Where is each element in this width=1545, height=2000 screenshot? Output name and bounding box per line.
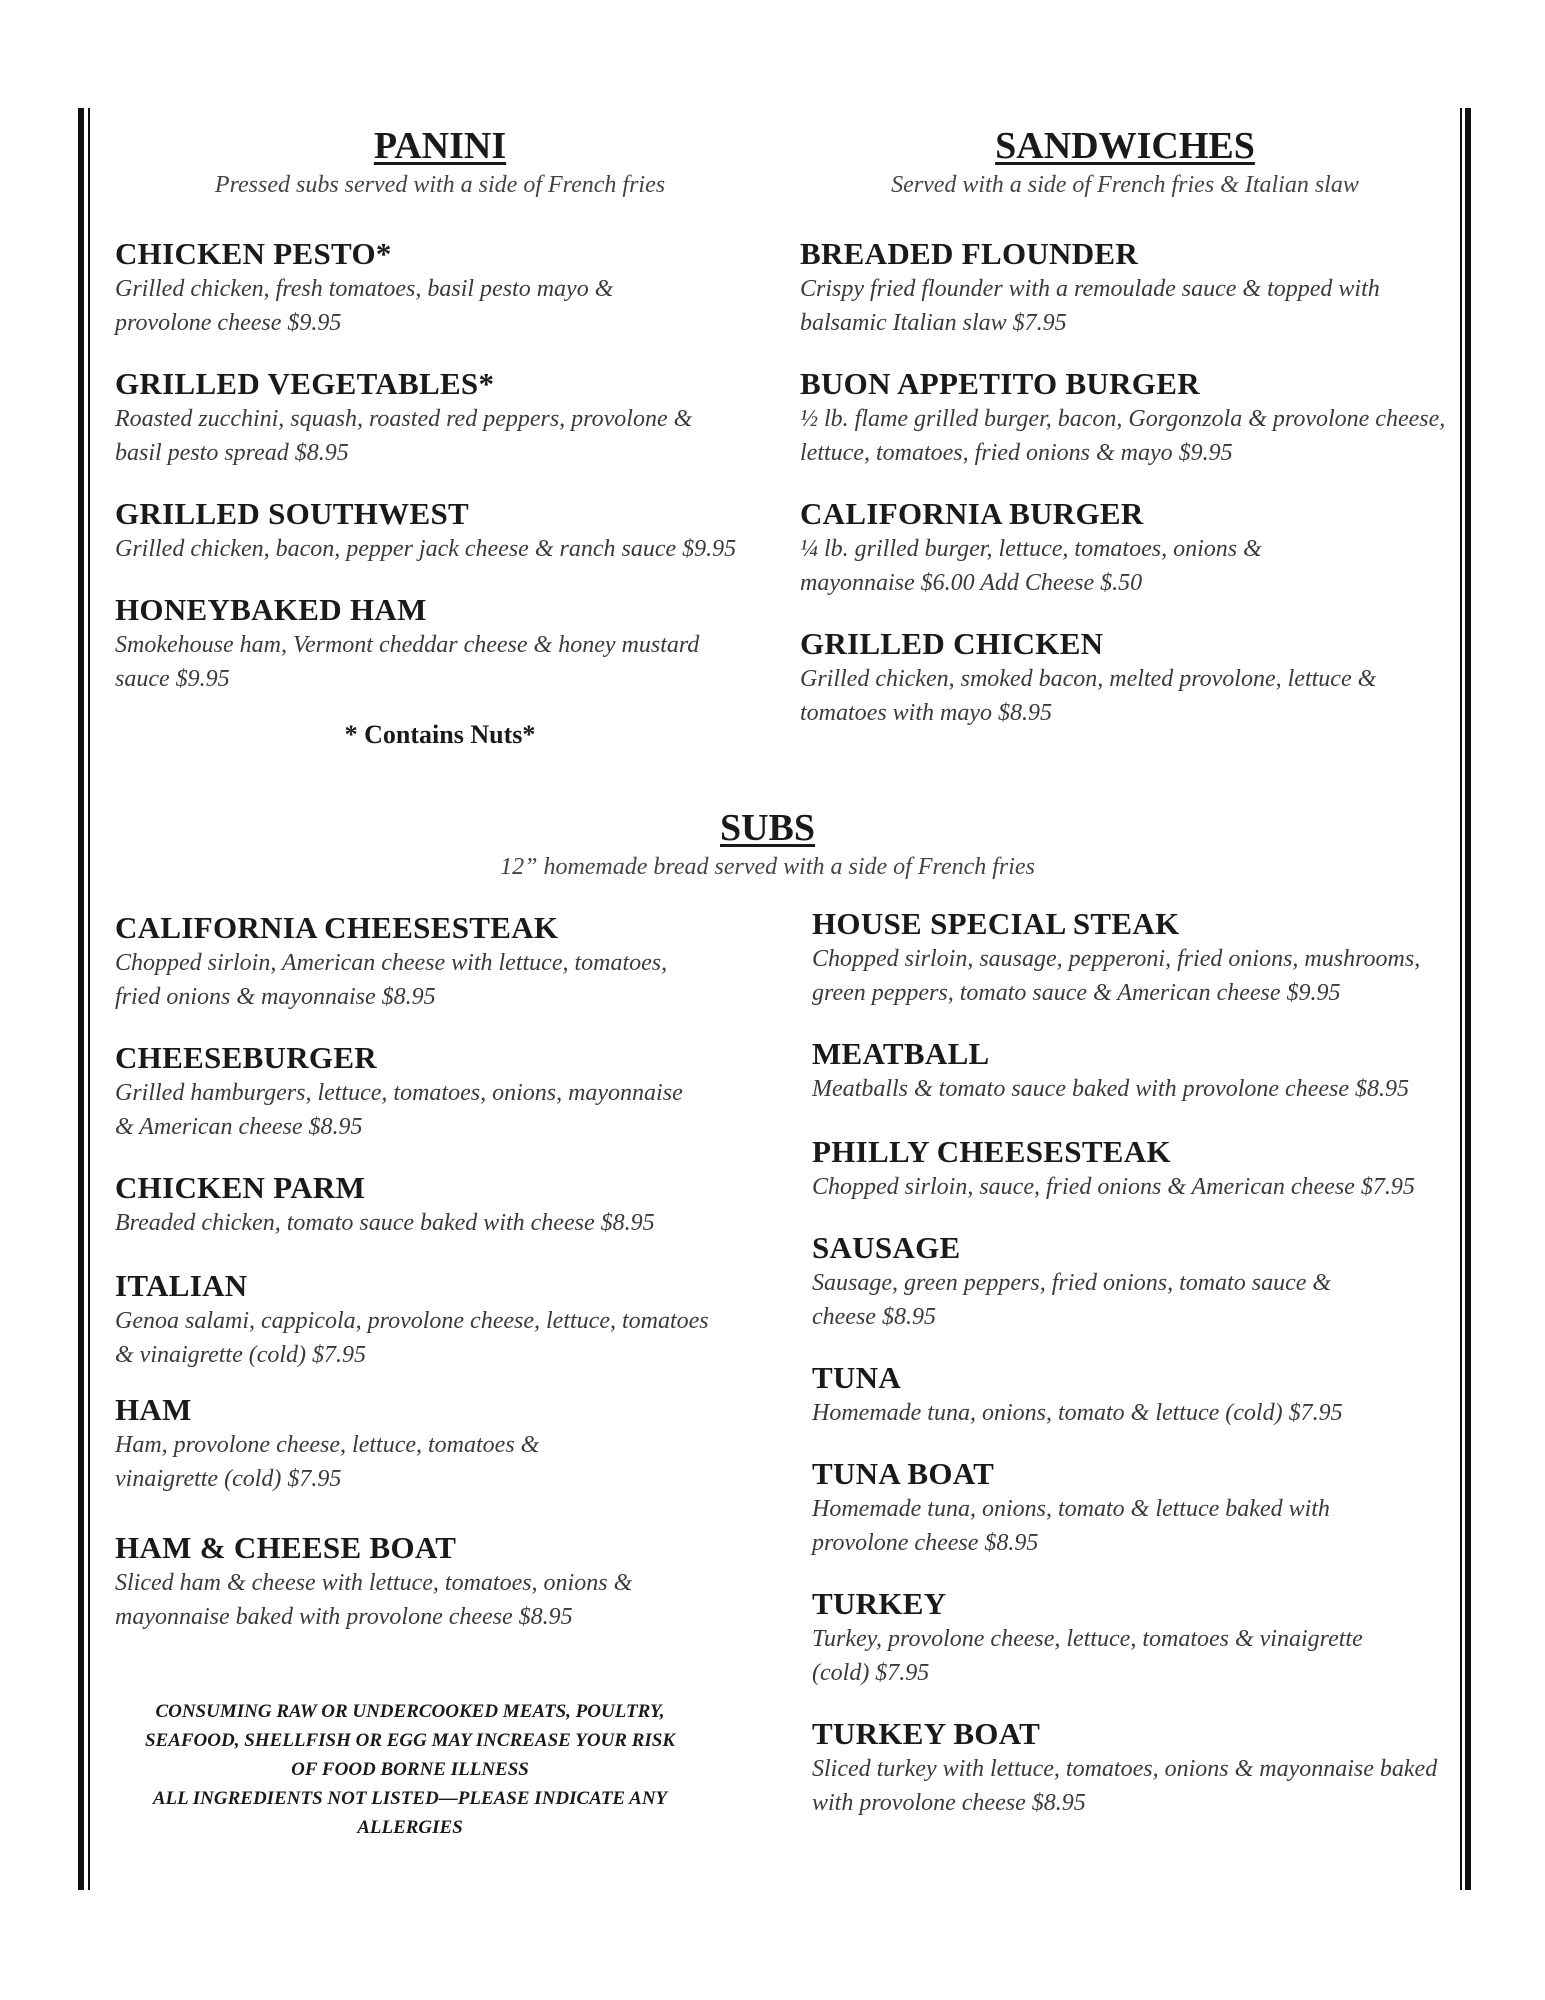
item-description: Breaded chicken, tomato sauce baked with cheese $8.95 bbox=[115, 1210, 655, 1236]
item-description: Meatballs & tomato sauce baked with provolone cheese $8.95 bbox=[812, 1076, 1409, 1102]
sandwiches-subtitle: Served with a side of French fries & Italian slaw bbox=[891, 172, 1359, 198]
menu-item bbox=[812, 1360, 1452, 1430]
item-description: Sausage, green peppers, fried onions, tomato sauce & cheese $8.95 bbox=[812, 1270, 1332, 1330]
item-name: CHEESEBURGER bbox=[115, 1040, 377, 1075]
item-description: ½ lb. flame grilled burger, bacon, Gorgonzola & provolone cheese, lettuce, tomatoes, fried onions & mayo $9.95 bbox=[800, 406, 1446, 466]
menu-item bbox=[812, 1230, 1452, 1334]
item-name: GRILLED VEGETABLES* bbox=[115, 366, 495, 401]
left-border-thin bbox=[88, 108, 90, 1890]
subs-title: SUBS bbox=[719, 807, 816, 849]
menu-item bbox=[115, 910, 765, 1014]
menu-item bbox=[115, 496, 765, 566]
menu-item bbox=[115, 1392, 765, 1496]
item-name: CALIFORNIA BURGER bbox=[800, 496, 1144, 531]
item-name: HAM & CHEESE BOAT bbox=[115, 1530, 457, 1565]
item-description: Homemade tuna, onions, tomato & lettuce baked with provolone cheese $8.95 bbox=[812, 1496, 1330, 1556]
menu-item bbox=[800, 626, 1450, 730]
warning-line: CONSUMING RAW OR UNDERCOOKED MEATS, POULTRY, bbox=[155, 1701, 665, 1722]
item-description: Ham, provolone cheese, lettuce, tomatoes & vinaigrette (cold) $7.95 bbox=[115, 1432, 540, 1492]
item-description: Chopped sirloin, American cheese with lettuce, tomatoes, fried onions & mayonnaise $8.95 bbox=[115, 950, 668, 1010]
item-name: GRILLED SOUTHWEST bbox=[115, 496, 469, 531]
item-description: Genoa salami, cappicola, provolone cheese, lettuce, tomatoes & vinaigrette (cold) $7.95 bbox=[115, 1308, 709, 1368]
menu-item bbox=[115, 366, 765, 470]
item-name: SAUSAGE bbox=[812, 1230, 961, 1265]
item-name: HOUSE SPECIAL STEAK bbox=[812, 906, 1180, 941]
right-border-thick bbox=[1465, 108, 1471, 1890]
warning-line: OF FOOD BORNE ILLNESS bbox=[291, 1759, 529, 1780]
item-name: BUON APPETITO BURGER bbox=[800, 366, 1200, 401]
item-name: TURKEY BOAT bbox=[812, 1716, 1041, 1751]
item-name: TUNA BOAT bbox=[812, 1456, 995, 1491]
menu-item bbox=[115, 1040, 765, 1144]
item-name: HONEYBAKED HAM bbox=[115, 592, 427, 627]
right-border-thin bbox=[1460, 108, 1462, 1890]
item-description: Grilled chicken, smoked bacon, melted provolone, lettuce & tomatoes with mayo $8.95 bbox=[800, 666, 1377, 726]
menu-item bbox=[115, 1530, 765, 1634]
menu-item bbox=[800, 236, 1450, 340]
item-name: TUNA bbox=[812, 1360, 902, 1395]
menu-item bbox=[115, 592, 765, 696]
panini-subtitle: Pressed subs served with a side of French fries bbox=[214, 172, 666, 198]
item-description: Grilled chicken, bacon, pepper jack cheese & ranch sauce $9.95 bbox=[115, 536, 737, 562]
menu-item bbox=[800, 366, 1450, 470]
subs-left-items bbox=[115, 910, 765, 1670]
warning-line: ALL INGREDIENTS NOT LISTED—PLEASE INDICATE ANY bbox=[152, 1788, 668, 1809]
item-description: ¼ lb. grilled burger, lettuce, tomatoes, onions & mayonnaise $6.00 Add Cheese $.50 bbox=[800, 536, 1262, 596]
menu-item bbox=[812, 1134, 1452, 1204]
sandwiches-section bbox=[800, 124, 1450, 200]
item-name: CHICKEN PESTO* bbox=[115, 236, 392, 271]
panini-items bbox=[115, 236, 765, 756]
item-name: CALIFORNIA CHEESESTEAK bbox=[115, 910, 559, 945]
item-name: CHICKEN PARM bbox=[115, 1170, 366, 1205]
item-name: PHILLY CHEESESTEAK bbox=[812, 1134, 1171, 1169]
item-description: Homemade tuna, onions, tomato & lettuce (cold) $7.95 bbox=[812, 1400, 1343, 1426]
subs-subtitle: 12” homemade bread served with a side of French fries bbox=[500, 854, 1035, 880]
menu-item bbox=[115, 236, 765, 340]
menu-item bbox=[115, 1268, 765, 1372]
item-description: Sliced ham & cheese with lettuce, tomatoes, onions & mayonnaise baked with provolone cheese $8.95 bbox=[115, 1570, 633, 1630]
item-description: Turkey, provolone cheese, lettuce, tomatoes & vinaigrette (cold) $7.95 bbox=[812, 1626, 1363, 1686]
item-name: MEATBALL bbox=[812, 1036, 990, 1071]
item-description: Grilled chicken, fresh tomatoes, basil pesto mayo & provolone cheese $9.95 bbox=[115, 276, 614, 336]
menu-item bbox=[812, 1036, 1452, 1106]
item-description: Roasted zucchini, squash, roasted red peppers, provolone & basil pesto spread $8.95 bbox=[115, 406, 693, 466]
item-name: HAM bbox=[115, 1392, 192, 1427]
item-description: Grilled hamburgers, lettuce, tomatoes, onions, mayonnaise & American cheese $8.95 bbox=[115, 1080, 683, 1140]
item-description: Smokehouse ham, Vermont cheddar cheese & honey mustard sauce $9.95 bbox=[115, 632, 700, 692]
item-description: Chopped sirloin, sausage, pepperoni, fried onions, mushrooms, green peppers, tomato sauce & American cheese $9.95 bbox=[812, 946, 1421, 1006]
menu-item bbox=[812, 1456, 1452, 1560]
warning-line: ALLERGIES bbox=[357, 1817, 463, 1838]
item-description: Sliced turkey with lettuce, tomatoes, onions & mayonnaise baked with provolone cheese $8.95 bbox=[812, 1756, 1438, 1816]
menu-item bbox=[812, 906, 1452, 1010]
left-border-thick bbox=[78, 108, 84, 1890]
item-name: BREADED FLOUNDER bbox=[800, 236, 1139, 271]
item-description: Crispy fried flounder with a remoulade sauce & topped with balsamic Italian slaw $7.95 bbox=[800, 276, 1380, 336]
menu-item bbox=[812, 1586, 1452, 1690]
menu-item bbox=[812, 1716, 1452, 1820]
item-description: Chopped sirloin, sauce, fried onions & American cheese $7.95 bbox=[812, 1174, 1415, 1200]
menu-item bbox=[115, 1170, 765, 1240]
sandwiches-title: SANDWICHES bbox=[995, 125, 1255, 167]
warning-line: SEAFOOD, SHELLFISH OR EGG MAY INCREASE YOUR RISK bbox=[144, 1730, 676, 1751]
subs-section bbox=[115, 806, 1420, 882]
sandwiches-items bbox=[800, 236, 1450, 756]
item-name: TURKEY bbox=[812, 1586, 947, 1621]
panini-section bbox=[115, 124, 765, 200]
item-name: GRILLED CHICKEN bbox=[800, 626, 1104, 661]
panini-title: PANINI bbox=[373, 125, 507, 167]
subs-right-items bbox=[812, 906, 1452, 1826]
menu-item bbox=[800, 496, 1450, 600]
contains-nuts-note: * Contains Nuts* bbox=[344, 720, 536, 749]
food-safety-warning bbox=[115, 1697, 705, 1842]
item-name: ITALIAN bbox=[115, 1268, 248, 1303]
